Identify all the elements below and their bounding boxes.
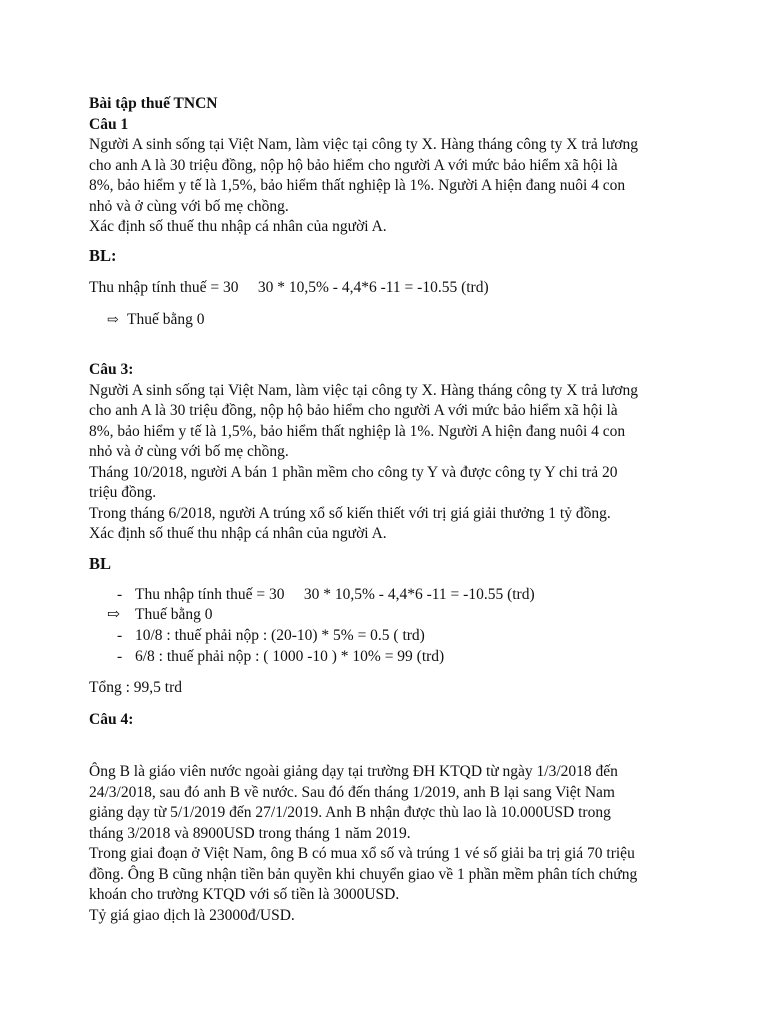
answer-3-result-row (89, 605, 212, 626)
dash-bullet: - (117, 648, 123, 665)
question-4-line: khoán cho trường KTQD với số tiền là 3000USD. (89, 886, 400, 903)
exercise-4-block (89, 762, 689, 926)
answer-1-result: Thuế bằng 0 (127, 311, 205, 328)
question-4-line: giảng dạy từ 5/1/2019 đến 27/1/2019. Anh B nhận được thù lao là 10.000USD trong (89, 804, 611, 821)
answer-3-item (89, 647, 444, 668)
dash-bullet: - (117, 586, 123, 603)
question-4-line: tháng 3/2018 và 8900USD trong tháng 1 năm 2019. (89, 824, 411, 842)
answer-3-item-text: Thu nhập tính thuế = 30 30 * 10,5% - 4,4*6 -11 = -10.55 (trd) (135, 586, 535, 603)
question-4-line: đồng. Ông B cũng nhận tiền bản quyền khi chuyển giao về 1 phần mềm phân tích chứng (89, 865, 638, 883)
answer-3-total: Tổng : 99,5 trd (89, 679, 182, 696)
exercise-3-block (89, 360, 689, 545)
arrow-right-icon: ⇨ (107, 313, 119, 328)
question-1-line: nhỏ và ở cùng với bố mẹ chồng. (89, 197, 289, 215)
answer-3-item (89, 585, 535, 606)
question-3-line: cho anh A là 30 triệu đồng, nộp hộ bảo hiểm cho người A với mức bảo hiểm xã hội là (89, 402, 618, 419)
answer-1-label: BL: (89, 246, 117, 265)
dash-bullet: - (117, 627, 123, 644)
answer-1-calculation: Thu nhập tính thuế = 30 30 * 10,5% - 4,4*6 -11 = -10.55 (trd) (89, 279, 489, 296)
question-1-heading: Câu 1 (89, 115, 129, 133)
question-4-line: Tỷ giá giao dịch là 23000đ/USD. (89, 906, 295, 924)
answer-3-item (89, 626, 425, 647)
answer-3-item-text: 6/8 : thuế phải nộp : ( 1000 -10 ) * 10% = 99 (trd) (135, 648, 445, 665)
question-3-line: Xác định số thuế thu nhập cá nhân của người A. (89, 525, 387, 542)
answer-3-item-text: 10/8 : thuế phải nộp : (20-10) * 5% = 0.5 ( trd) (135, 627, 425, 644)
question-3-line: nhỏ và ở cùng với bố mẹ chồng. (89, 443, 289, 460)
question-4-heading: Câu 4: (89, 711, 134, 728)
question-1-line: Xác định số thuế thu nhập cá nhân của người A. (89, 218, 387, 235)
question-4-line: Ông B là giáo viên nước ngoài giảng dạy tại trường ĐH KTQD từ ngày 1/3/2018 đến (89, 763, 618, 780)
question-3-line: 8%, bảo hiểm y tế là 1,5%, bảo hiểm thất nghiệp là 1%. Người A hiện đang nuôi 4 con (89, 422, 626, 440)
answer-3-result: Thuế bằng 0 (135, 606, 213, 623)
question-4-line: 24/3/2018, sau đó anh B về nước. Sau đó đến tháng 1/2019, anh B lại sang Việt Nam (89, 783, 615, 801)
answer-1-result-row (89, 310, 204, 332)
question-3-line: Trong tháng 6/2018, người A trúng xổ số kiến thiết với trị giá giải thưởng 1 tỷ đồng. (89, 504, 611, 522)
document-title: Bài tập thuế TNCN (89, 95, 218, 112)
arrow-right-icon: ⇨ (107, 606, 120, 623)
answer-3-label: BL (89, 554, 112, 573)
question-4-line: Trong giai đoạn ở Việt Nam, ông B có mua xổ số và trúng 1 vé số giải ba trị giá 70 triệu (89, 845, 635, 862)
question-1-line: 8%, bảo hiểm y tế là 1,5%, bảo hiểm thất nghiệp là 1%. Người A hiện đang nuôi 4 con (89, 177, 626, 194)
question-1-line: cho anh A là 30 triệu đồng, nộp hộ bảo hiểm cho người A với mức bảo hiểm xã hội là (89, 156, 618, 174)
question-3-line: Người A sinh sống tại Việt Nam, làm việc tại công ty X. Hàng tháng công ty X trả lương (89, 381, 638, 399)
question-1-line: Người A sinh sống tại Việt Nam, làm việc tại công ty X. Hàng tháng công ty X trả lương (89, 136, 638, 153)
question-3-heading: Câu 3: (89, 361, 134, 378)
question-3-line: Tháng 10/2018, người A bán 1 phần mềm cho công ty Y và được công ty Y chi trả 20 (89, 463, 618, 481)
question-3-line: triệu đồng. (89, 484, 157, 501)
exercise-1-block (89, 94, 689, 238)
